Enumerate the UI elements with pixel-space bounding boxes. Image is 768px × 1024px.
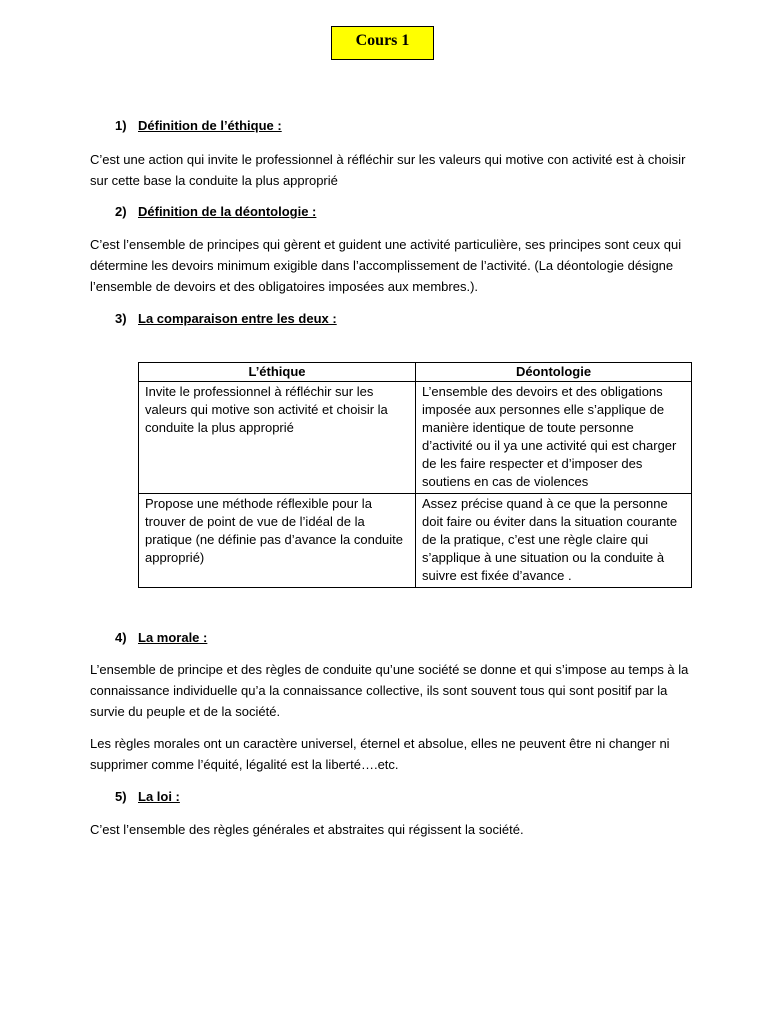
- section-title: Définition de l’éthique :: [138, 118, 282, 133]
- section-title: La morale :: [138, 630, 208, 645]
- section-body-morale: [90, 659, 690, 722]
- paragraph: L’ensemble de principe et des règles de conduite qu’une société se donne et qui s’impose au temps à la connaissance individuelle qu’a la connaissance collective, ils sont souvent tous qui sont positif par la survie du peuple et de la société.: [90, 662, 689, 719]
- section-title: Définition de la déontologie :: [138, 204, 317, 219]
- paragraph: C’est l’ensemble de principes qui gèrent et guident une activité particulière, ses principes sont ceux qui détermine les devoirs minimum exigible dans l’accomplissement de l’activité. (La déontologie désigne l’ensemble de devoirs et des obligatoires imposées aux membres.).: [90, 237, 682, 294]
- table-cell: Assez précise quand à ce que la personne doit faire ou éviter dans la situation courante de la pratique, c’est une règle claire qui s’applique à une situation ou la conduite à suivre est fixée d’avance .: [416, 494, 692, 588]
- section-body-loi: [90, 819, 690, 840]
- page-title: Cours 1: [331, 26, 434, 60]
- section-number: 1): [115, 118, 127, 133]
- section-heading-morale: [115, 630, 207, 645]
- paragraph: C’est une action qui invite le professionnel à réfléchir sur les valeurs qui motive con activité est à choisir sur cette base la conduite la plus approprié: [90, 152, 686, 188]
- table-header-ethique: L’éthique: [139, 363, 416, 382]
- paragraph: Les règles morales ont un caractère universel, éternel et absolue, elles ne peuvent être ni changer ni supprimer comme l’équité, légalité est la liberté….etc.: [90, 736, 670, 772]
- section-heading-deontologie: [115, 204, 316, 219]
- section-heading-ethique: [115, 118, 282, 133]
- table-cell: Invite le professionnel à réfléchir sur les valeurs qui motive son activité et choisir la conduite la plus approprié: [139, 382, 416, 494]
- table-row: [139, 494, 692, 588]
- table-header-deontologie: Déontologie: [416, 363, 692, 382]
- section-number: 4): [115, 630, 127, 645]
- section-body-morale-2: [90, 733, 690, 775]
- paragraph: C’est l’ensemble des règles générales et abstraites qui régissent la société.: [90, 822, 524, 837]
- table-row: [139, 382, 692, 494]
- section-heading-comparaison: [115, 311, 337, 326]
- section-body-deontologie: [90, 234, 690, 297]
- comparison-table: [138, 362, 692, 588]
- table-cell: L’ensemble des devoirs et des obligations imposée aux personnes elle s’applique de manière identique de toute personne d’activité ou il ya une activité qui est charger de les faire respecter et d’imposer des soutiens en cas de violences: [416, 382, 692, 494]
- section-number: 2): [115, 204, 127, 219]
- table-header-row: [139, 363, 692, 382]
- section-title: La comparaison entre les deux :: [138, 311, 337, 326]
- section-number: 5): [115, 789, 127, 804]
- section-body-ethique: [90, 149, 690, 191]
- section-number: 3): [115, 311, 127, 326]
- section-title: La loi :: [138, 789, 180, 804]
- table-cell: Propose une méthode réflexible pour la trouver de point de vue de l’idéal de la pratique (ne définie pas d’avance la conduite approprié): [139, 494, 416, 588]
- section-heading-loi: [115, 789, 180, 804]
